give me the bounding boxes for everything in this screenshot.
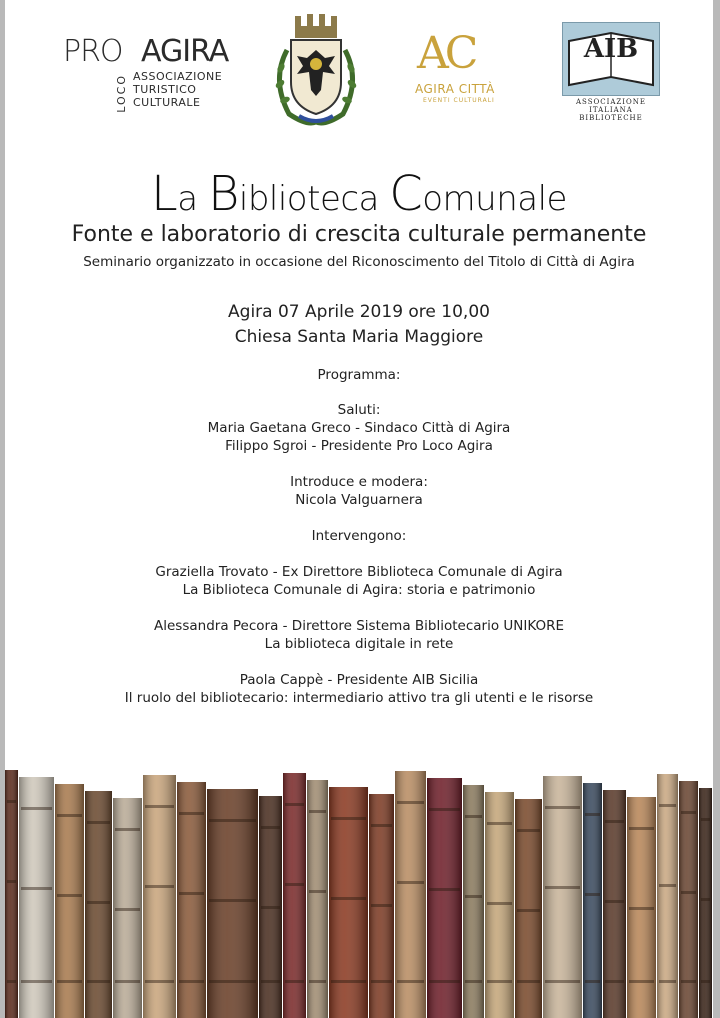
book-band <box>309 980 326 983</box>
moderator-name: Nicola Valguarnera <box>295 492 423 508</box>
book-band <box>701 818 710 821</box>
book-band <box>115 980 140 983</box>
book-band <box>429 888 460 891</box>
book-band <box>605 980 624 983</box>
book-band <box>87 901 110 904</box>
book-band <box>545 806 580 809</box>
book-band <box>605 900 624 903</box>
poster <box>5 0 713 1018</box>
proloco-sub-line: ASSOCIAZIONE <box>133 70 223 83</box>
moderator-heading: Introduce e modera: <box>290 474 428 490</box>
book-spine-shade <box>85 791 112 1018</box>
book-band <box>87 821 110 824</box>
speaker-topic: La Biblioteca Comunale di Agira: storia e patrimonio <box>182 582 536 598</box>
book-band <box>57 814 82 817</box>
book-spine-shade <box>603 790 626 1018</box>
proloco-loco-text: LOCO <box>115 74 128 113</box>
book-band <box>57 894 82 897</box>
book-band <box>285 980 304 983</box>
book-band <box>179 980 204 983</box>
book-band <box>7 800 16 803</box>
book-band <box>701 898 710 901</box>
title-initial: C <box>389 166 423 222</box>
seminar-description: Seminario organizzato in occasione del Riconoscimento del Titolo di Città di Agira <box>83 254 635 270</box>
agira-citta-name: AGIRA CITTÀ <box>415 82 495 96</box>
aib-logo <box>556 20 666 124</box>
book-band <box>585 893 600 896</box>
book-band <box>465 980 482 983</box>
book-band <box>681 891 696 894</box>
book-band <box>397 980 424 983</box>
book-band <box>331 817 366 820</box>
book-band <box>487 980 512 983</box>
book-band <box>629 980 654 983</box>
greetings-heading: Saluti: <box>337 402 381 418</box>
book-band <box>7 980 16 983</box>
book-band <box>659 884 676 887</box>
poster-title <box>5 166 713 222</box>
book-band <box>429 808 460 811</box>
book-spine-shade <box>699 788 712 1018</box>
book-band <box>487 822 512 825</box>
book-band <box>429 980 460 983</box>
book-band <box>7 880 16 883</box>
book-band <box>115 908 140 911</box>
book-band <box>21 980 52 983</box>
book-band <box>285 803 304 806</box>
book-band <box>261 826 280 829</box>
greeting-item: Filippo Sgroi - Presidente Pro Loco Agira <box>225 438 493 454</box>
book-band <box>331 980 366 983</box>
title-initial: L <box>151 166 178 222</box>
book-band <box>309 890 326 893</box>
speaker-name: Alessandra Pecora - Direttore Sistema Bibliotecario UNIKORE <box>154 618 564 634</box>
speakers-heading: Intervengono: <box>311 528 407 544</box>
title-fragment: omunale <box>422 179 567 219</box>
book-band <box>605 820 624 823</box>
book-band <box>517 909 540 912</box>
book-band <box>145 805 174 808</box>
book-band <box>209 899 256 902</box>
book-band <box>87 980 110 983</box>
book-band <box>701 980 710 983</box>
book-band <box>681 980 696 983</box>
title-fragment: iblioteca <box>238 179 390 219</box>
book-band <box>285 883 304 886</box>
book-spine-shade <box>463 785 484 1018</box>
book-band <box>371 980 392 983</box>
speaker-topic: La biblioteca digitale in rete <box>264 636 454 652</box>
book-band <box>545 980 580 983</box>
book-spine-shade <box>329 787 368 1018</box>
book-band <box>545 886 580 889</box>
program-heading: Programma: <box>317 367 401 383</box>
book-band <box>179 812 204 815</box>
book-band <box>115 828 140 831</box>
book-band <box>585 980 600 983</box>
book-band <box>397 801 424 804</box>
event-venue: Chiesa Santa Maria Maggiore <box>234 327 484 347</box>
poster-subtitle: Fonte e laboratorio di crescita culturale permanente <box>71 222 647 247</box>
greeting-item: Maria Gaetana Greco - Sindaco Città di Agira <box>207 420 511 436</box>
book-band <box>331 897 366 900</box>
speaker-name: Paola Cappè - Presidente AIB Sicilia <box>239 672 479 688</box>
agira-citta-subtitle: EVENTI CULTURALI <box>423 97 495 104</box>
title-initial: B <box>207 166 239 222</box>
book-band <box>21 807 52 810</box>
book-band <box>629 827 654 830</box>
book-band <box>659 804 676 807</box>
speaker-name: Graziella Trovato - Ex Direttore Biblioteca Comunale di Agira <box>155 564 563 580</box>
book-band <box>21 887 52 890</box>
book-band <box>57 980 82 983</box>
agira-citta-logo <box>413 28 513 106</box>
aib-sub-line: BIBLIOTECHE <box>579 114 643 122</box>
proloco-pro-text: PRO <box>63 34 123 69</box>
book-band <box>517 980 540 983</box>
book-spine-shade <box>207 789 258 1018</box>
proloco-sub-line: TURISTICO <box>133 83 197 96</box>
proloco-agira-text: AGIRA <box>141 34 229 69</box>
aib-letters: AIB <box>583 34 639 64</box>
book-band <box>145 980 174 983</box>
proloco-logo <box>63 34 233 114</box>
book-band <box>659 980 676 983</box>
book-band <box>371 904 392 907</box>
book-band <box>629 907 654 910</box>
proloco-sub-line: CULTURALE <box>133 96 201 109</box>
book-band <box>371 824 392 827</box>
book-band <box>309 810 326 813</box>
book-band <box>145 885 174 888</box>
agira-citta-monogram: AC <box>417 28 475 79</box>
antique-books-shelf-icon <box>5 760 713 1018</box>
title-fragment: a <box>177 179 208 219</box>
book-band <box>261 980 280 983</box>
book-band <box>397 881 424 884</box>
book-band <box>681 811 696 814</box>
municipal-coat-of-arms-icon <box>267 10 365 128</box>
book-band <box>517 829 540 832</box>
aib-sub-line: ITALIANA <box>589 106 633 114</box>
event-date: Agira 07 Aprile 2019 ore 10,00 <box>228 302 490 322</box>
book-band <box>209 980 256 983</box>
book-band <box>179 892 204 895</box>
book-band <box>487 902 512 905</box>
book-band <box>209 819 256 822</box>
aib-sub-line: ASSOCIAZIONE <box>575 98 647 106</box>
book-band <box>585 813 600 816</box>
book-band <box>465 895 482 898</box>
book-band <box>465 815 482 818</box>
speaker-topic: Il ruolo del bibliotecario: intermediario attivo tra gli utenti e le risorse <box>124 690 594 706</box>
book-band <box>261 906 280 909</box>
